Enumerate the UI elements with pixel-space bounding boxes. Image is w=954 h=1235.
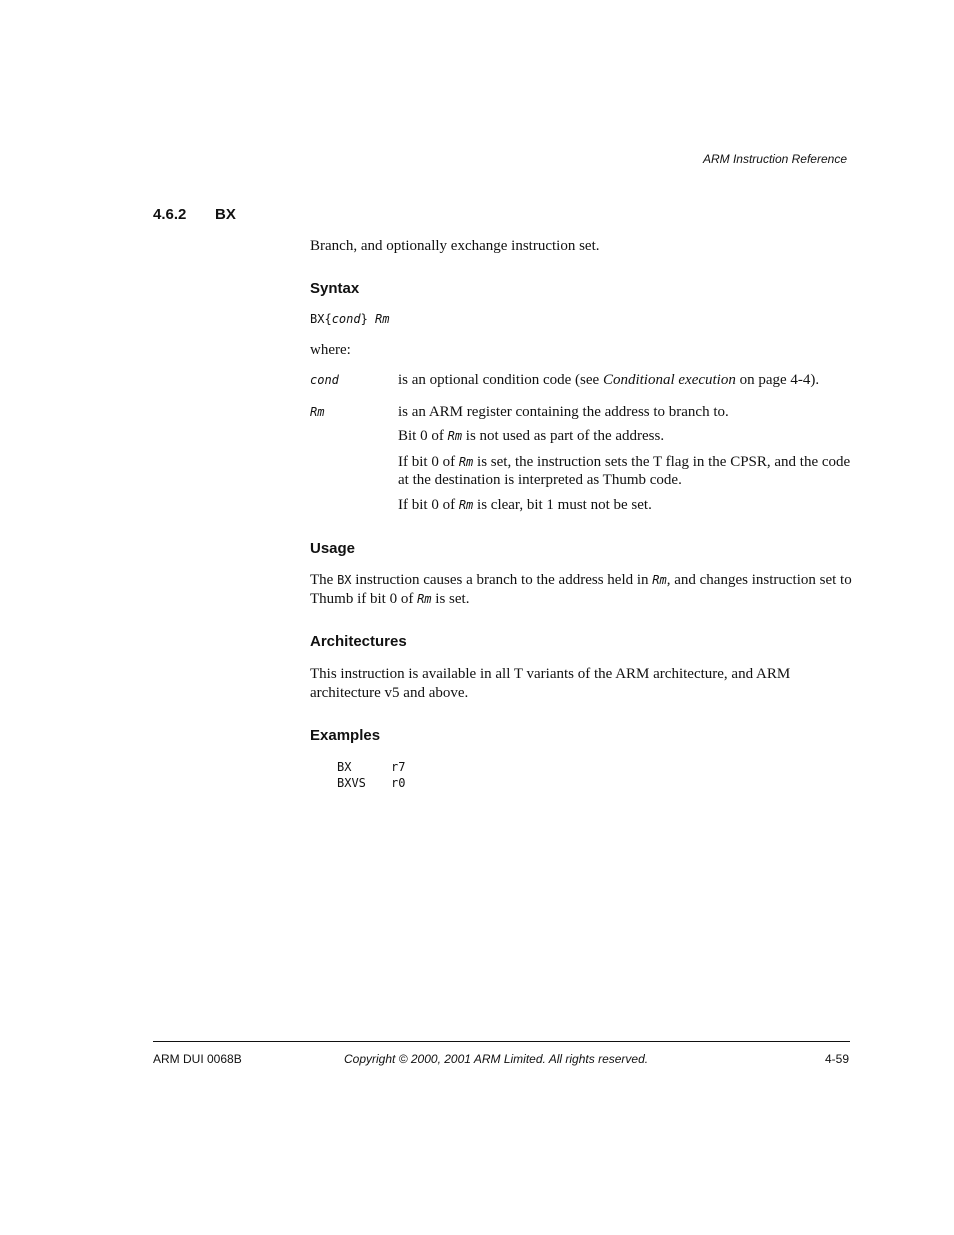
syntax-code-cond: cond [331, 312, 361, 326]
param-def-rm-set [398, 453, 853, 489]
syntax-heading: Syntax [310, 280, 360, 297]
param-def-cond-post: on page 4-4). [735, 372, 820, 388]
example-arg: r0 [391, 776, 406, 790]
inline-code-rm: Rm [458, 498, 474, 512]
text-fragment: Bit 0 of [398, 428, 448, 444]
inline-code-rm: Rm [458, 455, 474, 469]
architectures-paragraph: This instruction is available in all T variants of the ARM architecture, and ARM architecture v5 and above. [310, 666, 791, 701]
param-def-rm-clear [398, 496, 853, 514]
param-term-rm: Rm [310, 405, 325, 419]
example-arg: r7 [391, 760, 406, 774]
text-fragment: is clear, bit 1 must not be set. [473, 497, 652, 513]
section-number: 4.6.2 [153, 206, 187, 223]
text-fragment: is set, the instruction sets the T flag in the CPSR, and the code at the destination is interpreted as Thumb code. [398, 454, 851, 488]
running-header: ARM Instruction Reference [702, 152, 847, 166]
text-fragment: is not used as part of the address. [462, 428, 665, 444]
param-def-rm-line1: is an ARM register containing the address to branch to. [398, 404, 729, 420]
syntax-code-rm: Rm [375, 312, 390, 326]
syntax-code-mid: } [360, 312, 376, 326]
text-fragment: If bit 0 of [398, 497, 459, 513]
example-op: BXVS [337, 776, 366, 790]
param-def-rm-bit0 [398, 427, 853, 445]
section-title: BX [215, 206, 236, 223]
text-fragment: The [310, 572, 338, 588]
examples-heading: Examples [310, 727, 381, 744]
usage-heading: Usage [310, 540, 356, 557]
inline-code-bx: BX [337, 573, 352, 587]
text-fragment: is set. [431, 591, 470, 607]
text-fragment: If bit 0 of [398, 454, 459, 470]
footer-copyright: Copyright © 2000, 2001 ARM Limited. All rights reserved. [344, 1052, 649, 1066]
footer-divider [153, 1041, 850, 1042]
where-label: where: [310, 342, 351, 358]
section-intro: Branch, and optionally exchange instruction set. [310, 238, 600, 254]
param-def-cond [398, 371, 853, 389]
footer-page-number: 4-59 [824, 1052, 849, 1066]
inline-code-rm: Rm [652, 573, 667, 587]
cross-reference-link[interactable]: Conditional execution [602, 372, 736, 388]
text-fragment: , and changes instruction set to Thumb if bit 0 of [310, 572, 852, 607]
syntax-code [310, 312, 390, 326]
usage-paragraph [310, 571, 855, 609]
syntax-code-prefix: BX{ [310, 312, 332, 326]
param-def-cond-pre: is an optional condition code (see [398, 372, 603, 388]
param-term-cond: cond [310, 373, 339, 387]
inline-code-rm: Rm [417, 592, 432, 606]
architectures-heading: Architectures [310, 633, 407, 650]
inline-code-rm: Rm [447, 429, 463, 443]
footer-doc-id: ARM DUI 0068B [153, 1052, 242, 1066]
text-fragment: instruction causes a branch to the address held in [351, 572, 653, 588]
example-op: BX [337, 760, 352, 774]
